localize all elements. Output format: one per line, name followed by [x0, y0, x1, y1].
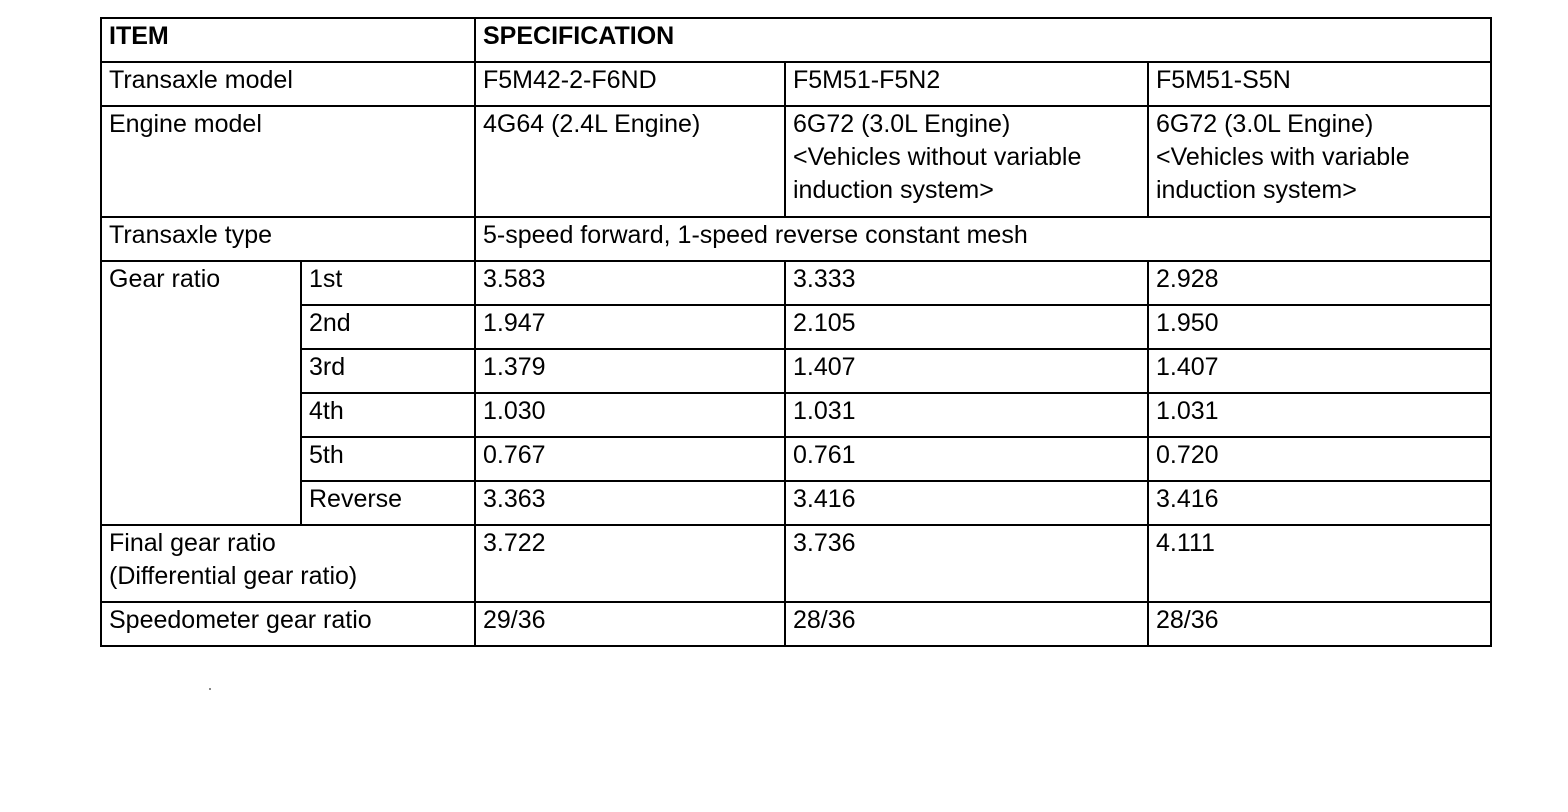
gear-ratio-value: 1.950	[1148, 305, 1491, 349]
gear-ratio-value: 1.947	[475, 305, 785, 349]
engine-model-line: 6G72 (3.0L Engine)	[1156, 110, 1374, 138]
speedometer-gear-ratio-value: 28/36	[785, 602, 1148, 646]
gear-ratio-value: 1.030	[475, 393, 785, 437]
engine-model-row	[101, 106, 1491, 217]
transaxle-type-row	[101, 217, 1491, 261]
transaxle-model-value: F5M51-F5N2	[785, 62, 1148, 106]
speedometer-gear-ratio-row	[101, 602, 1491, 646]
transaxle-model-value: F5M42-2-F6ND	[475, 62, 785, 106]
engine-model-value	[475, 106, 785, 217]
engine-model-line: induction system>	[1156, 176, 1357, 204]
final-gear-ratio-value: 4.111	[1148, 525, 1491, 602]
gear-ratio-value: 1.407	[1148, 349, 1491, 393]
gear-ratio-row	[101, 349, 1491, 393]
final-gear-ratio-value: 3.736	[785, 525, 1148, 602]
gear-name: 2nd	[301, 305, 475, 349]
gear-ratio-value: 2.105	[785, 305, 1148, 349]
engine-model-line: 6G72 (3.0L Engine)	[793, 110, 1011, 138]
gear-ratio-value: 3.416	[1148, 481, 1491, 525]
gear-name: 4th	[301, 393, 475, 437]
gear-ratio-row	[101, 305, 1491, 349]
engine-model-value	[1148, 106, 1491, 217]
gear-ratio-label: Gear ratio	[101, 261, 301, 525]
gear-ratio-value: 0.767	[475, 437, 785, 481]
specification-table	[100, 17, 1492, 647]
scan-speck	[209, 688, 211, 690]
gear-ratio-value: 0.720	[1148, 437, 1491, 481]
specification-header: SPECIFICATION	[475, 18, 1491, 62]
engine-model-line: induction system>	[793, 176, 994, 204]
gear-ratio-value: 3.416	[785, 481, 1148, 525]
item-header: ITEM	[101, 18, 475, 62]
gear-ratio-value: 2.928	[1148, 261, 1491, 305]
engine-model-line: <Vehicles without variable	[793, 143, 1082, 171]
final-gear-ratio-row	[101, 525, 1491, 602]
speedometer-gear-ratio-value: 29/36	[475, 602, 785, 646]
gear-name: Reverse	[301, 481, 475, 525]
transaxle-type-value: 5-speed forward, 1-speed reverse constant mesh	[475, 217, 1491, 261]
transaxle-model-row	[101, 62, 1491, 106]
gear-ratio-value: 1.031	[1148, 393, 1491, 437]
gear-ratio-row	[101, 393, 1491, 437]
header-row	[101, 18, 1491, 62]
final-gear-ratio-value: 3.722	[475, 525, 785, 602]
final-gear-ratio-label	[101, 525, 475, 602]
final-gear-ratio-label-line: Final gear ratio	[109, 529, 276, 557]
gear-name: 5th	[301, 437, 475, 481]
gear-ratio-value: 3.333	[785, 261, 1148, 305]
gear-ratio-row	[101, 481, 1491, 525]
transaxle-model-label: Transaxle model	[101, 62, 475, 106]
gear-ratio-value: 0.761	[785, 437, 1148, 481]
transaxle-model-value: F5M51-S5N	[1148, 62, 1491, 106]
gear-name: 1st	[301, 261, 475, 305]
gear-name: 3rd	[301, 349, 475, 393]
gear-ratio-row	[101, 437, 1491, 481]
speedometer-gear-ratio-value: 28/36	[1148, 602, 1491, 646]
gear-ratio-value: 3.583	[475, 261, 785, 305]
final-gear-ratio-label-line: (Differential gear ratio)	[109, 562, 358, 590]
gear-ratio-row	[101, 261, 1491, 305]
gear-ratio-value: 1.379	[475, 349, 785, 393]
engine-model-line: 4G64 (2.4L Engine)	[483, 110, 701, 138]
engine-model-label: Engine model	[101, 106, 475, 217]
engine-model-value	[785, 106, 1148, 217]
gear-ratio-value: 1.407	[785, 349, 1148, 393]
gear-ratio-value: 3.363	[475, 481, 785, 525]
transaxle-type-label: Transaxle type	[101, 217, 475, 261]
gear-ratio-value: 1.031	[785, 393, 1148, 437]
engine-model-line: <Vehicles with variable	[1156, 143, 1410, 171]
speedometer-gear-ratio-label: Speedometer gear ratio	[101, 602, 475, 646]
